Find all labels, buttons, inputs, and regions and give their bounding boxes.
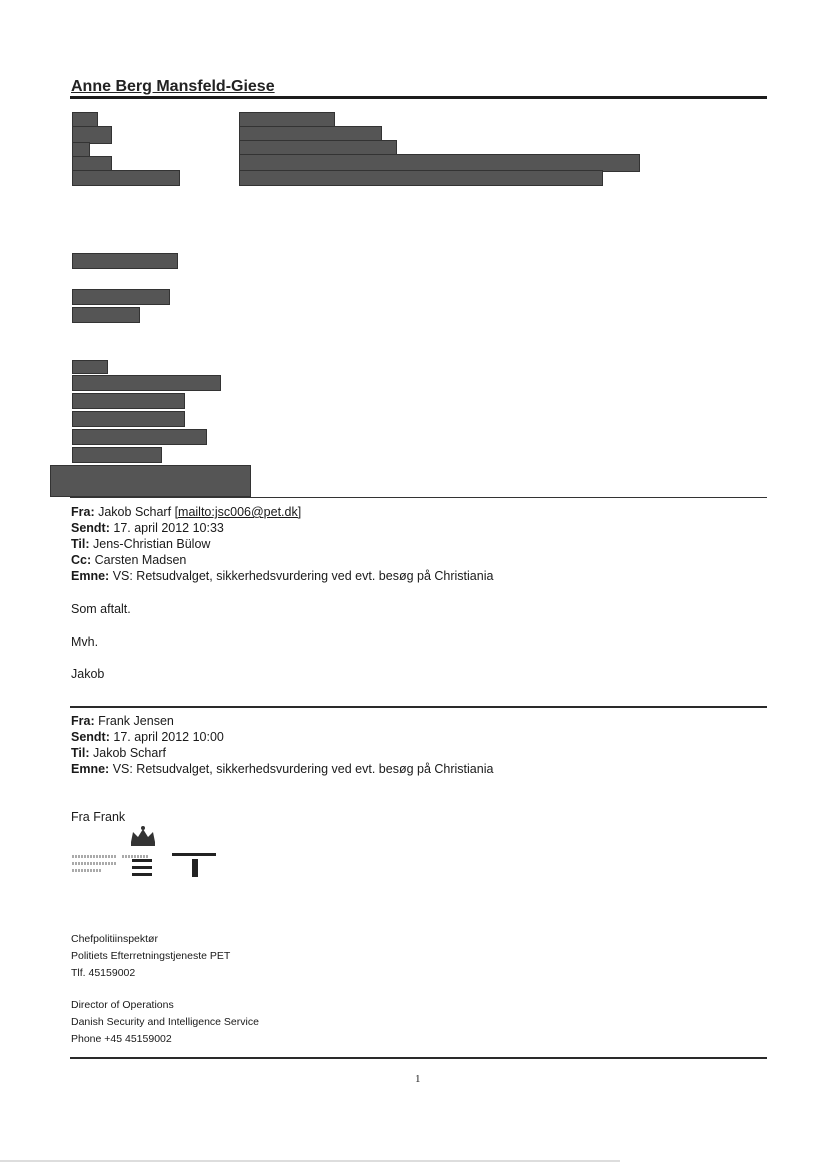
email1-to-line [71,536,210,552]
redaction-block [72,393,185,409]
redaction-block [72,447,162,463]
sent-value: 17. april 2012 10:33 [113,521,224,535]
signature-phone-en: Phone +45 45159002 [71,1033,172,1045]
redaction-block [72,429,207,445]
signature-org-da: Politiets Efterretningstjeneste PET [71,950,231,962]
crown-icon [128,826,158,853]
email2-sent-line [71,729,224,745]
redaction-block [72,360,108,374]
signature-org-en: Danish Security and Intelligence Service [71,1016,259,1028]
from-label: Fra: [71,505,95,519]
redaction-block [239,170,603,186]
subject-label: Emne: [71,569,110,583]
subject-value: VS: Retsudvalget, sikkerhedsvurdering ved evt. besøg på Christiania [112,569,494,583]
from-value: Jakob Scharf [98,505,172,519]
to-value: Jakob Scharf [93,746,166,760]
email2-subject-line [71,761,493,777]
redaction-block [72,253,178,269]
signature-title-en: Director of Operations [71,999,174,1011]
cc-value: Carsten Madsen [94,553,187,567]
email1-cc-line [71,552,186,568]
email2-body-line: Fra Frank [71,810,126,824]
email-separator [70,706,767,708]
redaction-block [72,375,221,391]
to-label: Til: [71,537,90,551]
footer-rule [70,1057,767,1059]
email1-body-line: Som aftalt. [71,602,131,616]
mailto-link[interactable]: [mailto:jsc006@pet.dk] [174,505,302,519]
redaction-block [72,307,140,323]
subject-label: Emne: [71,762,110,776]
pet-logo [72,853,220,877]
subject-value: VS: Retsudvalget, sikkerhedsvurdering ved evt. besøg på Christiania [112,762,494,776]
email-separator [70,497,767,498]
email2-from-line [71,713,174,729]
to-label: Til: [71,746,90,760]
redaction-block [50,465,251,497]
to-value: Jens-Christian Bülow [93,537,211,551]
redaction-block [72,289,170,305]
email1-body-line: Jakob [71,667,105,681]
header-rule [70,96,767,99]
email1-body-line: Mvh. [71,635,99,649]
from-label: Fra: [71,714,95,728]
sent-label: Sendt: [71,730,110,744]
email2-to-line [71,745,166,761]
email1-sent-line [71,520,224,536]
page-number: 1 [415,1073,421,1085]
signature-phone-da: Tlf. 45159002 [71,967,136,979]
email1-from-line [71,504,301,520]
sent-value: 17. april 2012 10:00 [113,730,224,744]
redaction-block [72,411,185,427]
redaction-block [72,170,180,186]
cc-label: Cc: [71,553,92,567]
signature-title-da: Chefpolitiinspektør [71,933,158,945]
sent-label: Sendt: [71,521,110,535]
scan-artifact-line [0,1160,620,1162]
sender-name-title: Anne Berg Mansfeld-Giese [71,78,275,95]
email1-subject-line [71,568,493,584]
from-value: Frank Jensen [98,714,174,728]
